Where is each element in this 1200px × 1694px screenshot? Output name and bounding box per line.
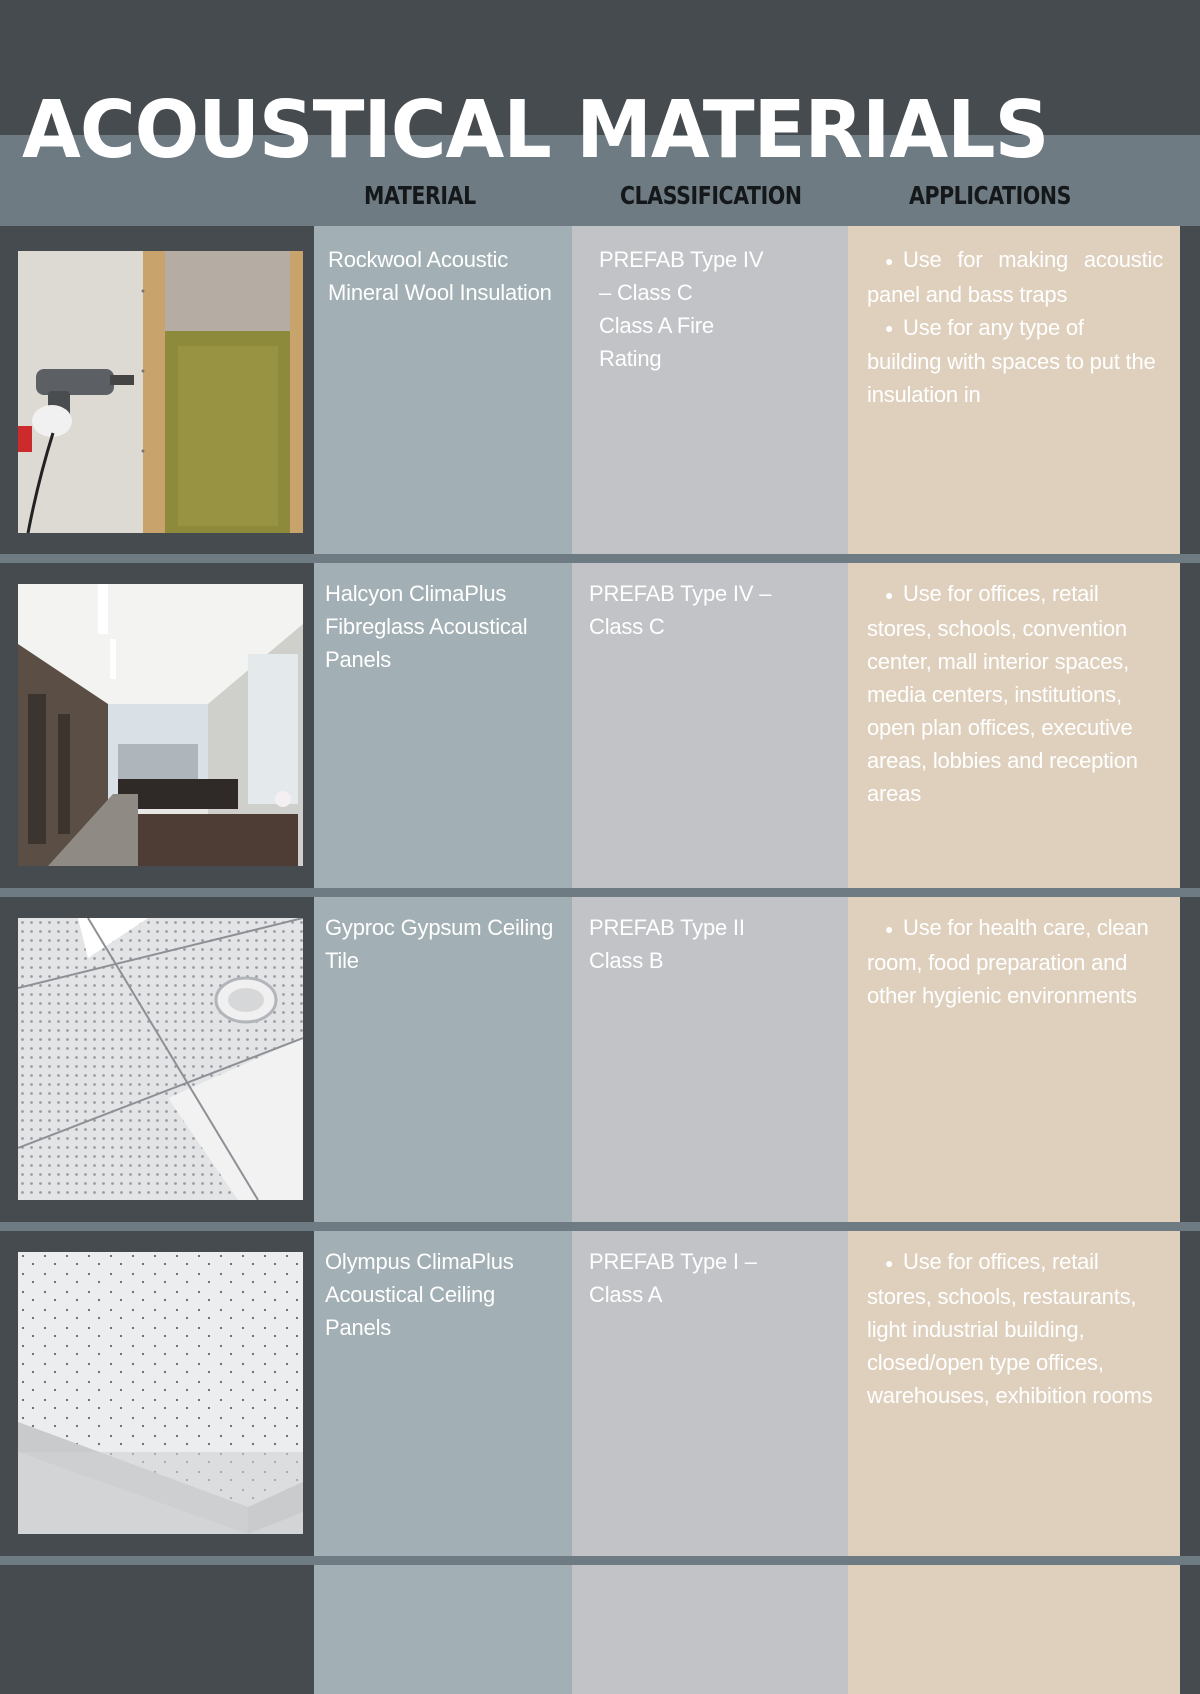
classification-line: Class A <box>589 1282 663 1307</box>
column-header-applications: APPLICATIONS <box>909 181 1071 210</box>
application-item: ● Use for offices, retail stores, schools, restaurants, light industrial building, closed/open type offices, warehouses, exhibition rooms <box>867 1245 1163 1412</box>
row-divider <box>0 888 1200 897</box>
row-divider <box>0 1222 1200 1231</box>
page-title: ACOUSTICAL MATERIALS <box>22 82 1049 177</box>
classification-line: Rating <box>599 346 662 371</box>
classification-line: Class B <box>589 948 664 973</box>
classification-line: PREFAB Type I – <box>589 1249 757 1274</box>
ceiling-panel-photo <box>18 1252 303 1534</box>
application-item: ● Use for any type of building with spaces to put the insulation in <box>867 311 1163 412</box>
applications-cell <box>867 1245 1163 1412</box>
applications-cell <box>867 911 1163 1012</box>
classification-line: – Class C <box>599 280 693 305</box>
office-interior-photo <box>18 584 303 866</box>
application-item: ● Use for health care, clean room, food preparation and other hygienic environments <box>867 911 1163 1012</box>
gypsum-ceiling-tile-photo <box>18 918 303 1200</box>
classification-line: Class A Fire <box>599 313 714 338</box>
material-cell: Rockwool Acoustic Mineral Wool Insulation <box>328 247 552 305</box>
column-header-classification: CLASSIFICATION <box>620 181 802 210</box>
classification-cell <box>589 577 839 643</box>
applications-cell <box>867 577 1163 810</box>
bullet-icon: ● <box>885 252 894 269</box>
classification-line: PREFAB Type IV – <box>589 581 772 606</box>
classification-line: PREFAB Type II <box>589 915 745 940</box>
classification-cell <box>599 243 849 375</box>
material-cell: Gyproc Gypsum Ceiling Tile <box>325 915 554 973</box>
bullet-icon: ● <box>885 1254 894 1271</box>
row-divider <box>0 1556 1200 1565</box>
row-divider <box>0 554 1200 563</box>
rockwool-insulation-photo <box>18 251 303 533</box>
classification-cell <box>589 1245 839 1311</box>
material-cell: Olympus ClimaPlus Acoustical Ceiling Panels <box>325 1249 514 1340</box>
classification-line: Class C <box>589 614 665 639</box>
bullet-icon: ● <box>885 586 894 603</box>
classification-line: PREFAB Type IV <box>599 247 764 272</box>
applications-cell <box>867 243 1163 411</box>
material-cell: Halcyon ClimaPlus Fibreglass Acoustical Panels <box>325 581 528 672</box>
classification-cell <box>589 911 839 977</box>
application-item: ● Use for offices, retail stores, schools, convention center, mall interior spaces, media centers, institutions, open plan offices, executive areas, lobbies and reception areas <box>867 577 1163 810</box>
application-item: ● Use for making acoustic panel and bass traps <box>867 243 1163 311</box>
bullet-icon: ● <box>885 920 894 937</box>
column-header-material: MATERIAL <box>364 181 476 210</box>
bullet-icon: ● <box>885 320 894 337</box>
